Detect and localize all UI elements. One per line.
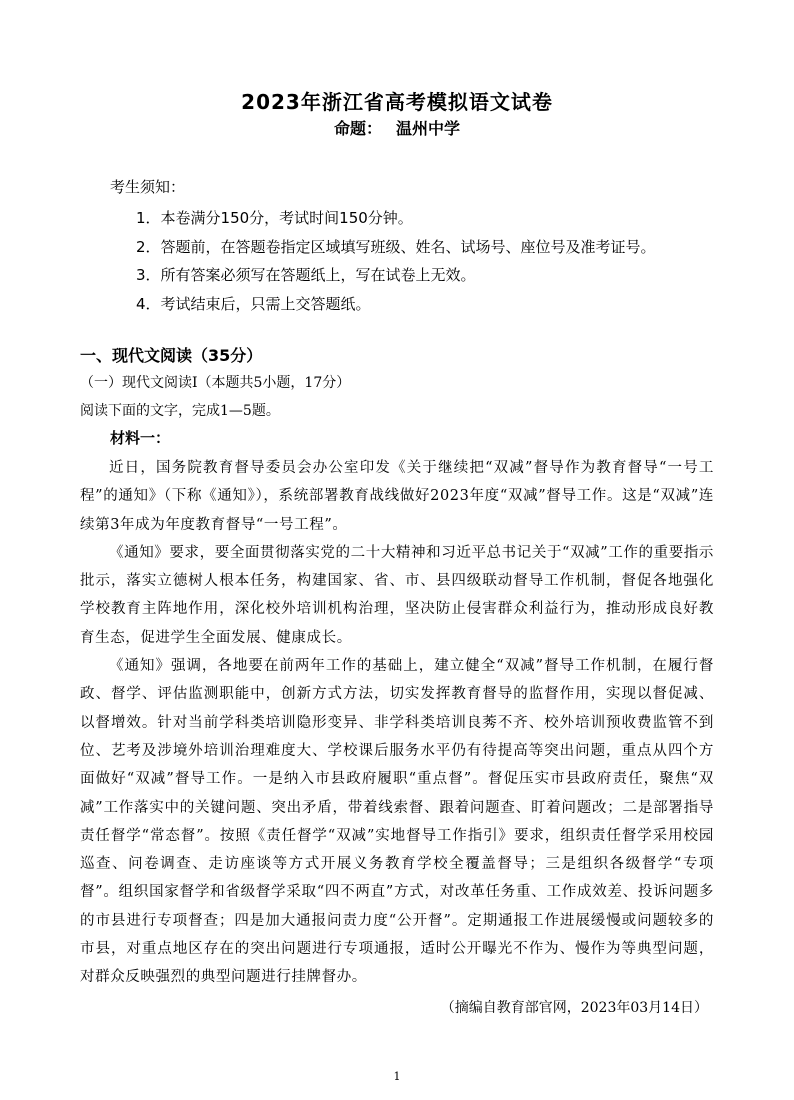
notice-item: 4．考试结束后，只需上交答题纸。 [136, 294, 371, 313]
exam-title: 2023年浙江省高考模拟语文试卷 [241, 90, 553, 114]
notice-item: 2．答题前，在答题卷指定区域填写班级、姓名、试场号、座位号及准考证号。 [136, 237, 656, 256]
source-citation: （摘编自教育部官网，2023年03月14日） [440, 1000, 708, 1016]
setter-label: 命题： [333, 119, 382, 138]
body-paragraph: 《通知》强调，各地要在前两年工作的基础上，建立健全“双减”督导工作机制，在履行督政、督学、评估监测职能中，创新方式方法，切实发挥教育督导的监督作用，实现以督促减、以督增效。针对当前学科类培训隐形变异、非学科类培训良莠不齐、校外培训预收费监管不到位、艺考及涉境外培训治理难度大、学校课后服务水平仍有待提高等突出问题，重点从四个方面做好“双减”督导工作。一是纳入市县政府履职“重点督”。督促压实市县政府责任，聚焦“双减”工作落实中的关键问题、突出矛盾，带着线索督、跟着问题查、盯着问题改；二是部署指导责任督学“常态督”。按照《责任督学“双减”实地督导工作指引》要求，组织责任督学采用校园巡查、问卷调查、走访座谈等方式开展义务教育学校全覆盖督导；三是组织各级督学“专项督”。组织国家督学和省级督学采取“四不两直”方式，对改革任务重、工作成效差、投诉问题多的市县进行专项督查；四是加大通报问责力度“公开督”。定期通报工作进展缓慢或问题较多的市县，对重点地区存在的突出问题进行专项通报，适时公开曝光不作为、慢作为等典型问题，对群众反映强烈的典型问题进行挂牌督办。 [80, 658, 714, 986]
body-paragraph: 近日，国务院教育督导委员会办公室印发《关于继续把“双减”督导作为教育督导“一号工程”的通知》（下称《通知》），系统部署教育战线做好2023年度“双减”督导工作。这是“双减”连续第3年成为年度教育督导“一号工程”。 [80, 460, 714, 533]
setter-school: 温州中学 [396, 119, 461, 138]
notice-list [136, 204, 656, 318]
section-heading: 一、现代文阅读（35分） [80, 346, 263, 365]
notice-item: 3．所有答案必须写在答题纸上，写在试卷上无效。 [136, 266, 476, 284]
material-body [80, 454, 714, 992]
notice-item: 1．本卷满分150分，考试时间150分钟。 [136, 209, 413, 227]
reading-instruction: 阅读下面的文字，完成1—5题。 [80, 403, 280, 419]
body-paragraph: 《通知》要求，要全面贯彻落实党的二十大精神和习近平总书记关于“双减”工作的重要指示批示，落实立德树人根本任务，构建国家、省、市、县四级联动督导工作机制，督促各地强化学校教育主阵地作用，深化校外培训机构治理，坚决防止侵害群众利益行为，推动形成良好教育生态，促进学生全面发展、健康成长。 [80, 544, 714, 646]
exam-setter-line [0, 116, 794, 139]
page-number: 1 [393, 1070, 401, 1083]
section-subheading: （一）现代文阅读Ⅰ（本题共5小题，17分） [80, 375, 351, 391]
notice-heading: 考生须知： [110, 178, 186, 196]
material-label: 材料一： [110, 429, 171, 447]
